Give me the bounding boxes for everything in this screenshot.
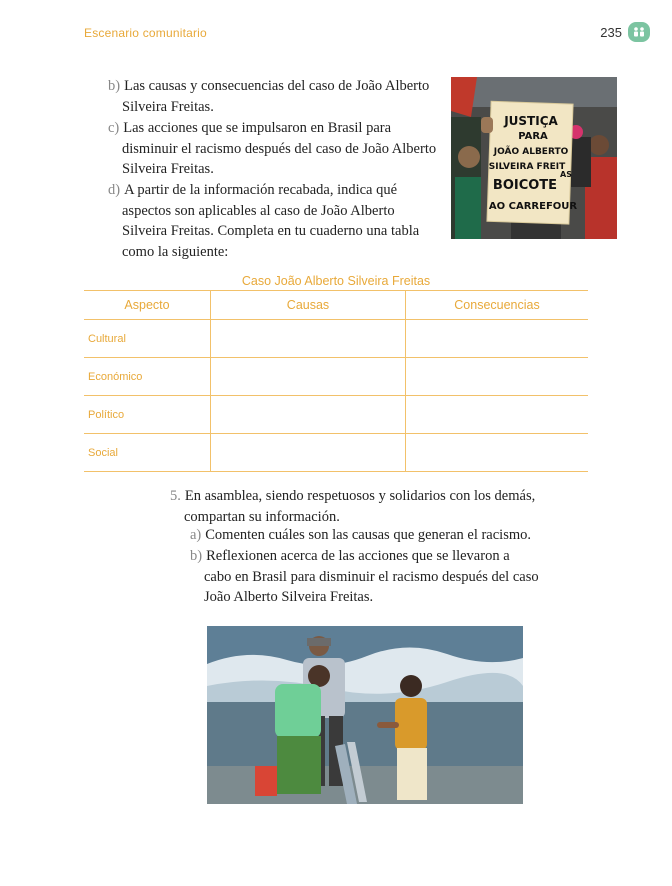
sign-line-6: AO CARREFOUR	[488, 201, 578, 212]
item-marker: d)	[108, 182, 121, 198]
table-row	[84, 396, 588, 434]
sign-line-4b: AS	[560, 170, 572, 179]
row-label-economico: Económico	[84, 358, 211, 396]
sign-line-4: SILVEIRA FREIT	[488, 162, 566, 172]
row-label-politico: Político	[84, 396, 211, 434]
item-text: Las causas y consecuencias del caso de João Alberto Silveira Freitas.	[122, 78, 430, 115]
section-title: Escenario comunitario	[84, 26, 207, 40]
table-cell	[406, 434, 589, 472]
sign-line-2: PARA	[518, 131, 548, 142]
list-item-d	[108, 180, 438, 262]
table-row	[84, 320, 588, 358]
table-cell	[211, 434, 406, 472]
beach-photo	[207, 626, 523, 804]
table-cell	[406, 358, 589, 396]
table-cell	[406, 396, 589, 434]
community-badge-icon	[628, 22, 650, 42]
aspects-table	[84, 290, 588, 472]
row-label-social: Social	[84, 434, 211, 472]
sign-line-3: JOÃO ALBERTO	[493, 147, 569, 157]
question-marker: a)	[190, 527, 202, 543]
page-number: 235	[600, 24, 622, 40]
table-cell	[211, 320, 406, 358]
question-5a	[190, 525, 560, 546]
list-item-c	[108, 118, 438, 180]
item-text: A partir de la información recabada, indica qué aspectos son aplicables al caso de João Alberto Silveira Freitas. Completa en tu cuaderno una tabla como la siguiente:	[122, 182, 420, 260]
table-cell	[406, 320, 589, 358]
table-row	[84, 434, 588, 472]
table-cell	[211, 396, 406, 434]
question-5	[170, 486, 550, 527]
protest-photo	[451, 77, 617, 239]
list-item-b	[108, 76, 438, 117]
header-causas: Causas	[211, 291, 406, 320]
row-label-cultural: Cultural	[84, 320, 211, 358]
item-marker: c)	[108, 120, 120, 136]
item-marker: b)	[108, 78, 121, 94]
header-consecuencias: Consecuencias	[406, 291, 589, 320]
question-text: Comenten cuáles son las causas que generan el racismo.	[205, 527, 531, 543]
question-5b	[190, 546, 540, 608]
question-marker: b)	[190, 548, 203, 564]
table-title: Caso João Alberto Silveira Freitas	[241, 274, 431, 288]
page-header-right	[600, 22, 650, 42]
question-text: En asamblea, siendo respetuosos y solidarios con los demás, compartan su información.	[184, 488, 536, 525]
table-header-row	[84, 291, 588, 320]
question-text: Reflexionen acerca de las acciones que se llevaron a cabo en Brasil para disminuir el racismo después del caso João Alberto Silveira Freitas.	[204, 548, 539, 605]
question-marker: 5.	[170, 488, 181, 504]
sign-line-1: JUSTIÇA	[504, 114, 558, 128]
header-aspecto: Aspecto	[84, 291, 211, 320]
table-row	[84, 358, 588, 396]
sign-line-5: BOICOTE	[492, 178, 558, 193]
table-cell	[211, 358, 406, 396]
item-text: Las acciones que se impulsaron en Brasil para disminuir el racismo después del caso de João Alberto Silveira Freitas.	[122, 120, 437, 177]
